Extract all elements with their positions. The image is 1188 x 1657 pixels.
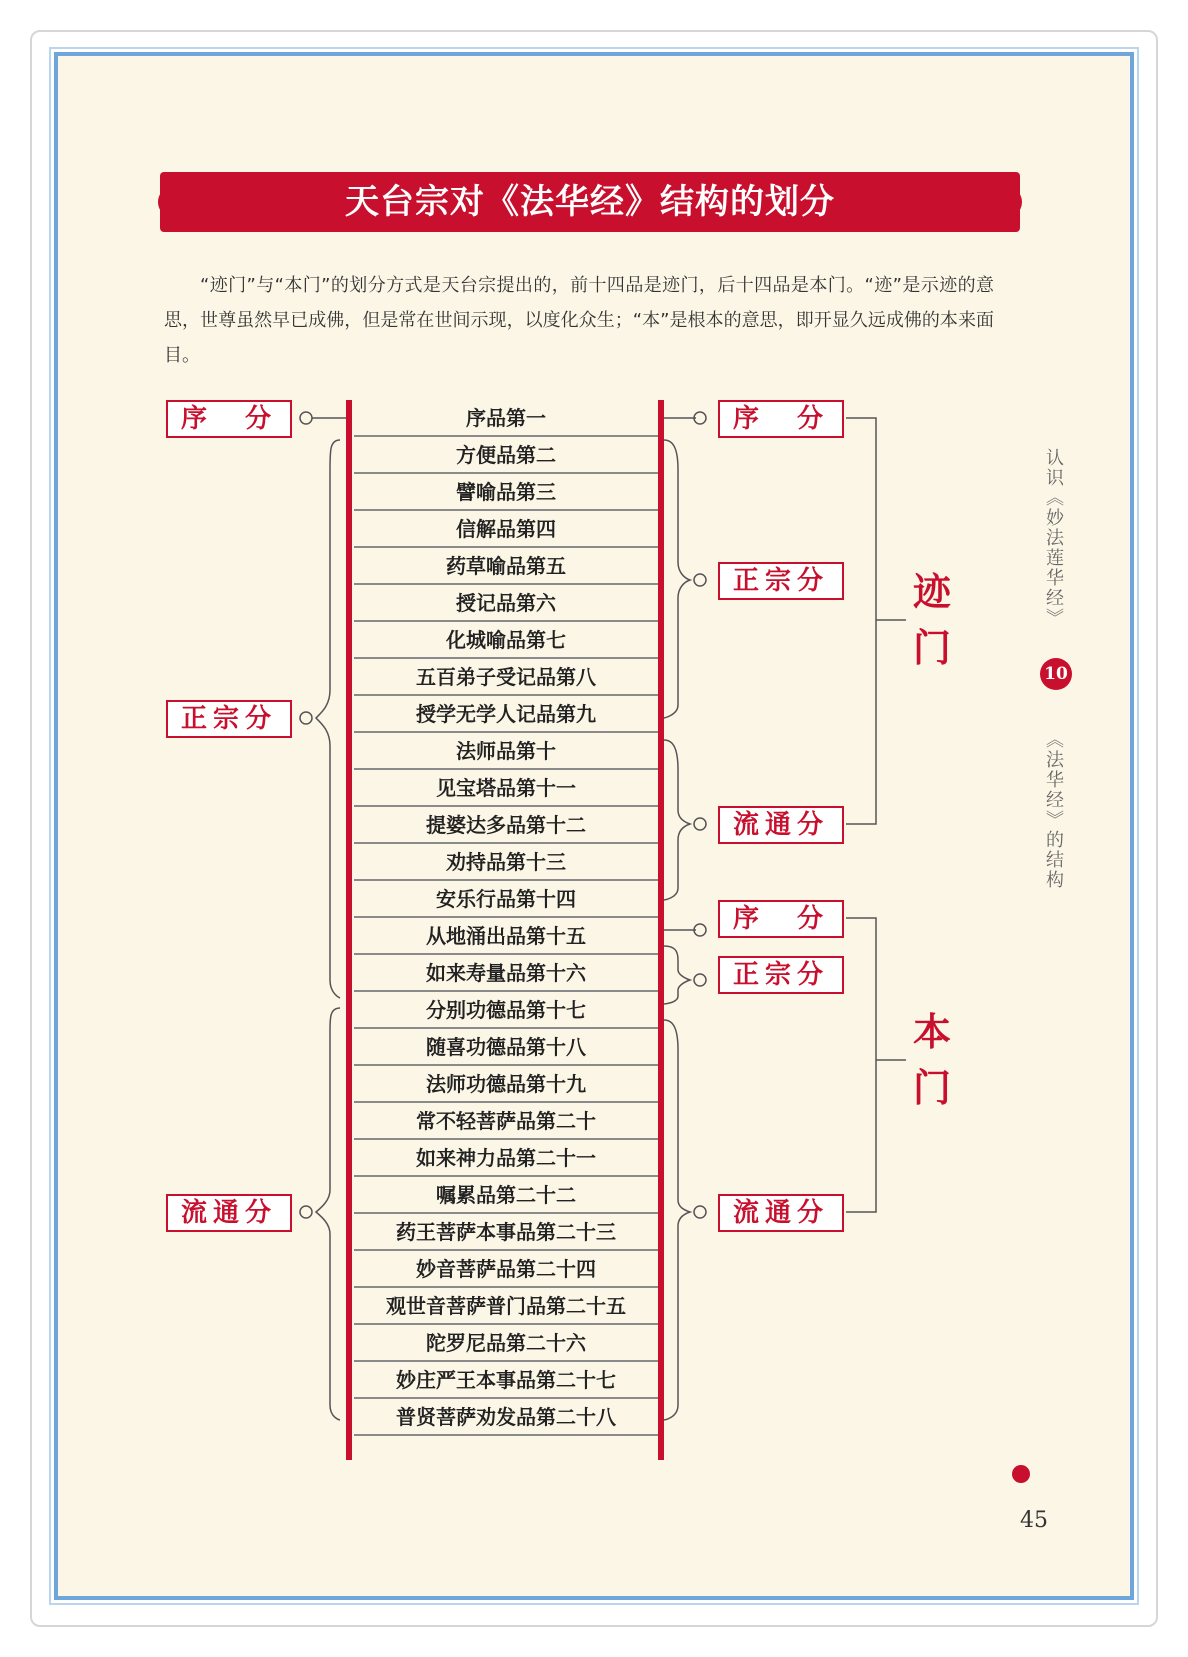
ben-gate-label: 本门 <box>912 1009 951 1110</box>
intro-text: “迹门”与“本门”的划分方式是天台宗提出的，前十四品是迹门，后十四品是本门。“迹”是示迹的意思，世尊虽然早已成佛，但是常在世间示现，以度化众生；“本”是根本的意思，即开显久远成佛的本来面目。 <box>164 275 994 366</box>
chapter-row: 见宝塔品第十一 <box>354 770 658 807</box>
side-chapter-title: 《法华经》的结构 <box>1043 730 1064 890</box>
chapter-number-badge: 10 <box>1040 658 1072 690</box>
left-group-circulation: 流通分 <box>166 1194 292 1232</box>
chapter-row: 药草喻品第五 <box>354 548 658 585</box>
ji-group-main: 正宗分 <box>718 562 844 600</box>
chapter-row: 劝持品第十三 <box>354 844 658 881</box>
chapter-row: 方便品第二 <box>354 437 658 474</box>
chapter-row: 从地涌出品第十五 <box>354 918 658 955</box>
chapter-row: 法师品第十 <box>354 733 658 770</box>
chapter-row: 药王菩萨本事品第二十三 <box>354 1214 658 1251</box>
page-number: 45 <box>1020 1508 1048 1533</box>
ji-group-circulation: 流通分 <box>718 806 844 844</box>
chapter-row: 普贤菩萨劝发品第二十八 <box>354 1399 658 1436</box>
decorative-dot <box>1012 1465 1030 1483</box>
chapter-row: 妙庄严王本事品第二十七 <box>354 1362 658 1399</box>
ben-group-preface: 序 分 <box>718 900 844 938</box>
chapter-row: 嘱累品第二十二 <box>354 1177 658 1214</box>
chapter-row: 授学无学人记品第九 <box>354 696 658 733</box>
left-group-preface: 序 分 <box>166 400 292 438</box>
chapter-row: 随喜功德品第十八 <box>354 1029 658 1066</box>
chapter-row: 五百弟子受记品第八 <box>354 659 658 696</box>
chapter-row: 妙音菩萨品第二十四 <box>354 1251 658 1288</box>
chapter-row: 化城喻品第七 <box>354 622 658 659</box>
chapter-row: 譬喻品第三 <box>354 474 658 511</box>
chapter-row: 分别功德品第十七 <box>354 992 658 1029</box>
left-group-main: 正宗分 <box>166 700 292 738</box>
ji-group-preface: 序 分 <box>718 400 844 438</box>
chapter-row: 陀罗尼品第二十六 <box>354 1325 658 1362</box>
ben-group-circulation: 流通分 <box>718 1194 844 1232</box>
chapter-row: 信解品第四 <box>354 511 658 548</box>
chapter-row: 观世音菩萨普门品第二十五 <box>354 1288 658 1325</box>
chapter-row: 安乐行品第十四 <box>354 881 658 918</box>
chapter-row: 授记品第六 <box>354 585 658 622</box>
ji-gate-label: 迹门 <box>912 569 951 670</box>
chapter-row: 序品第一 <box>354 400 658 437</box>
chapter-row: 提婆达多品第十二 <box>354 807 658 844</box>
side-series-title: 认识《妙法莲华经》 <box>1043 448 1064 628</box>
page-title: 天台宗对《法华经》结构的划分 <box>345 182 835 222</box>
chapter-row: 常不轻菩萨品第二十 <box>354 1103 658 1140</box>
ben-group-main: 正宗分 <box>718 956 844 994</box>
chapter-row: 法师功德品第十九 <box>354 1066 658 1103</box>
chapter-row: 如来神力品第二十一 <box>354 1140 658 1177</box>
chapter-row: 如来寿量品第十六 <box>354 955 658 992</box>
